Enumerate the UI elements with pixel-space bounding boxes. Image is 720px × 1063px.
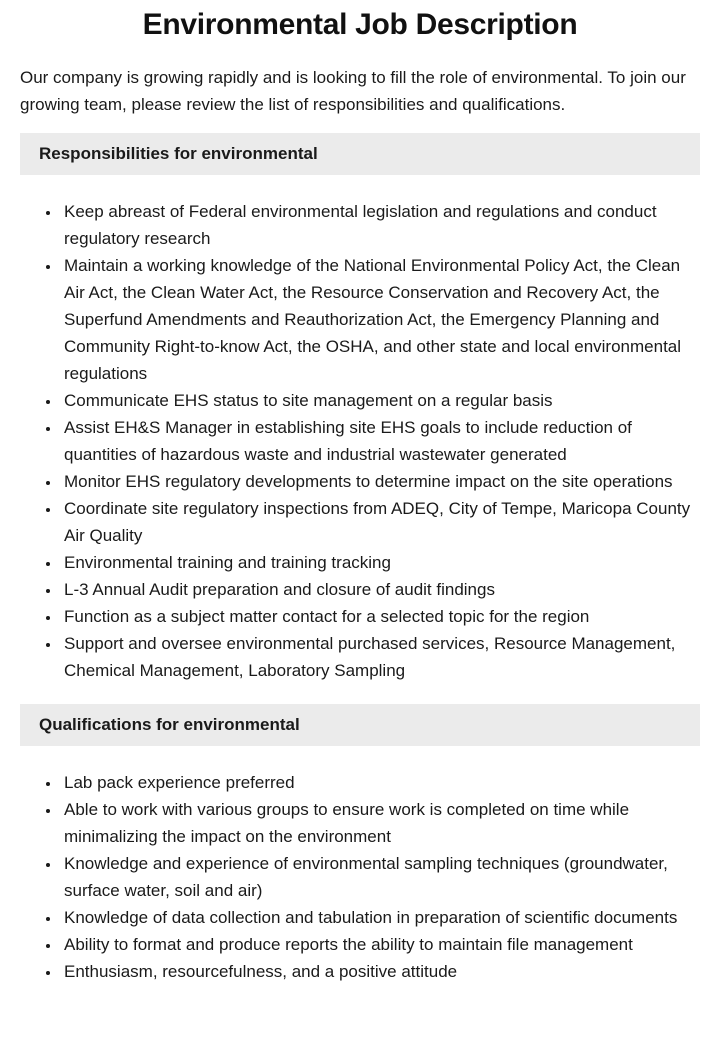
list-item: • Enthusiasm, resourcefulness, and a positive attitude: [61, 958, 692, 985]
list-item: • Able to work with various groups to ensure work is completed on time while minimalizing the impact on the environment: [61, 796, 692, 850]
list-item: • L-3 Annual Audit preparation and closure of audit findings: [61, 576, 692, 603]
section-heading-qualifications: Qualifications for environmental: [20, 704, 700, 746]
intro-paragraph: Our company is growing rapidly and is looking to fill the role of environmental. To join our growing team, please review the list of responsibilities and qualifications.: [20, 68, 686, 114]
section-heading-responsibilities: Responsibilities for environmental: [20, 133, 700, 175]
list-item: • Lab pack experience preferred: [61, 769, 692, 796]
list-item: • Maintain a working knowledge of the National Environmental Policy Act, the Clean Air Act, the Clean Water Act, the Resource Conservation and Recovery Act, the Superfund Amendments and Reauthorization Act, the Emergency Planning and Community Right-to-know Act, the OSHA, and other state and local environmental regulations: [61, 252, 692, 387]
list-item: • Monitor EHS regulatory developments to determine impact on the site operations: [61, 468, 692, 495]
list-item: • Support and oversee environmental purchased services, Resource Management, Chemical Management, Laboratory Sampling: [61, 630, 692, 684]
list-item: • Knowledge and experience of environmental sampling techniques (groundwater, surface water, soil and air): [61, 850, 692, 904]
list-item: • Coordinate site regulatory inspections from ADEQ, City of Tempe, Maricopa County Air Quality: [61, 495, 692, 549]
list-item: • Function as a subject matter contact for a selected topic for the region: [61, 603, 692, 630]
list-item: • Ability to format and produce reports the ability to maintain file management: [61, 931, 692, 958]
responsibilities-list: [20, 198, 700, 684]
list-item: • Environmental training and training tracking: [61, 549, 692, 576]
qualifications-list: [20, 769, 700, 985]
page-title: Environmental Job Description: [142, 8, 578, 41]
list-item: • Knowledge of data collection and tabulation in preparation of scientific documents: [61, 904, 692, 931]
list-item: • Communicate EHS status to site management on a regular basis: [61, 387, 692, 414]
list-item: • Assist EH&S Manager in establishing site EHS goals to include reduction of quantities of hazardous waste and industrial wastewater generated: [61, 414, 692, 468]
job-description-document: [0, 6, 720, 985]
list-item: • Keep abreast of Federal environmental legislation and regulations and conduct regulatory research: [61, 198, 692, 252]
